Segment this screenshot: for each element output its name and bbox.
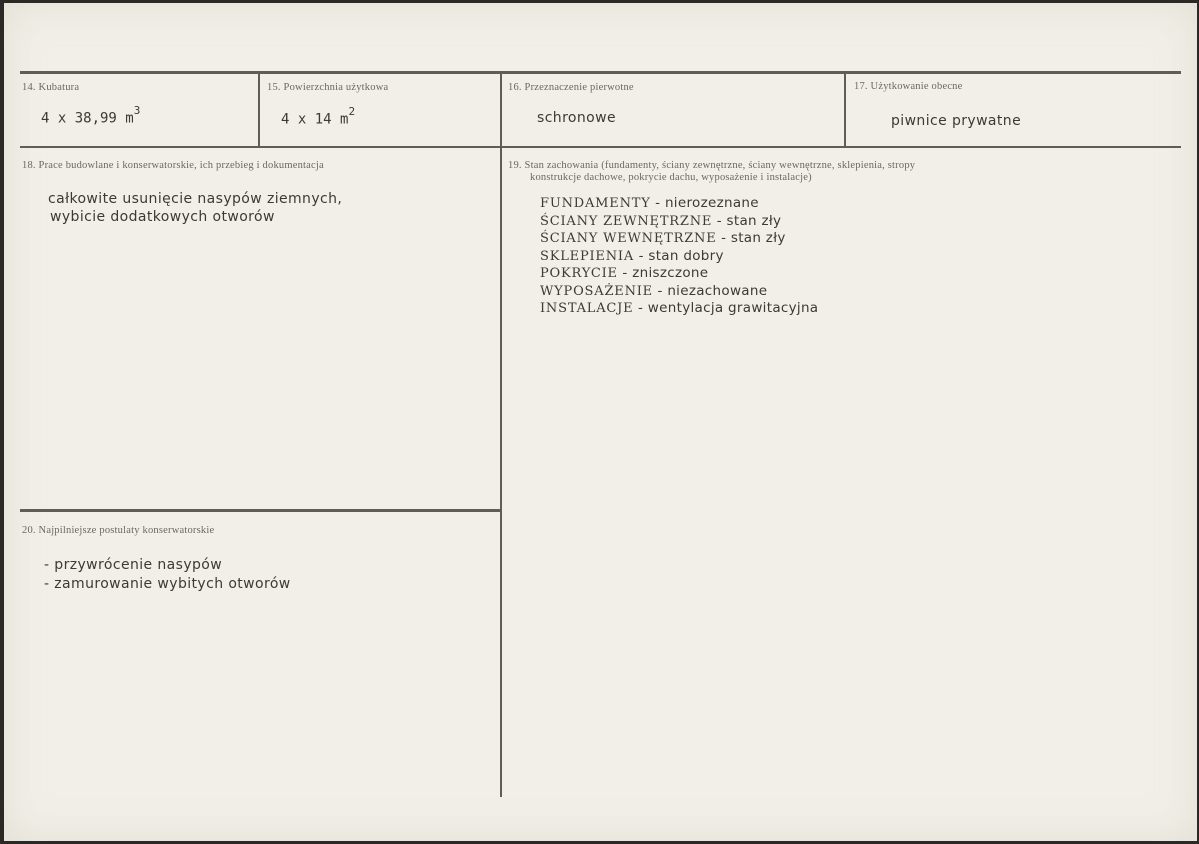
field-20-line-1: - przywrócenie nasypów xyxy=(44,557,223,573)
field-15-value: 4 x 14 $m^2$ xyxy=(281,105,356,128)
field-18-label: 18. Prace budowlane i konserwatorskie, ich przebieg i dokumentacja xyxy=(22,160,324,171)
field-17-label: 17. Użytkowanie obecne xyxy=(854,81,963,92)
field-14-value: 4 x 38,99 $m^3$ xyxy=(41,104,141,127)
divider-15-16 xyxy=(500,73,502,797)
field-19-label-line-2: konstrukcje dachowe, pokrycie dachu, wyposażenie i instalacje) xyxy=(530,172,812,183)
divider-16-17 xyxy=(844,73,846,147)
field-19-label-line-1: 19. Stan zachowania (fundamenty, ściany zewnętrzne, ściany wewnętrzne, sklepienia, stropy xyxy=(508,160,916,171)
condition-item: FUNDAMENTY - nierozeznane xyxy=(540,195,759,211)
condition-item: INSTALACJE - wentylacja grawitacyjna xyxy=(540,300,819,316)
condition-list xyxy=(540,195,818,318)
field-15-label: 15. Powierzchnia użytkowa xyxy=(267,82,389,93)
divider-14-15 xyxy=(258,73,260,147)
field-20-label: 20. Najpilniejsze postulaty konserwatorskie xyxy=(22,525,215,536)
field-16-value: schronowe xyxy=(537,110,616,126)
condition-item: ŚCIANY ZEWNĘTRZNE - stan zły xyxy=(540,212,782,229)
row1-bottom-rule xyxy=(20,146,1181,148)
top-rule xyxy=(20,71,1181,74)
field-18-line-2: wybicie dodatkowych otworów xyxy=(50,209,275,225)
field-20-line-2: - zamurowanie wybitych otworów xyxy=(44,576,291,592)
field-17-value: piwnice prywatne xyxy=(891,113,1022,129)
field-14-label: 14. Kubatura xyxy=(22,82,80,93)
condition-item: SKLEPIENIA - stan dobry xyxy=(540,247,724,264)
section18-bottom-rule xyxy=(20,509,501,512)
field-18-line-1: całkowite usunięcie nasypów ziemnych, xyxy=(48,191,343,207)
condition-item: WYPOSAŻENIE - niezachowane xyxy=(540,282,768,299)
record-card xyxy=(4,3,1197,841)
condition-item: ŚCIANY WEWNĘTRZNE - stan zły xyxy=(540,230,786,246)
condition-item: POKRYCIE - zniszczone xyxy=(540,265,709,281)
field-16-label: 16. Przeznaczenie pierwotne xyxy=(508,82,634,93)
